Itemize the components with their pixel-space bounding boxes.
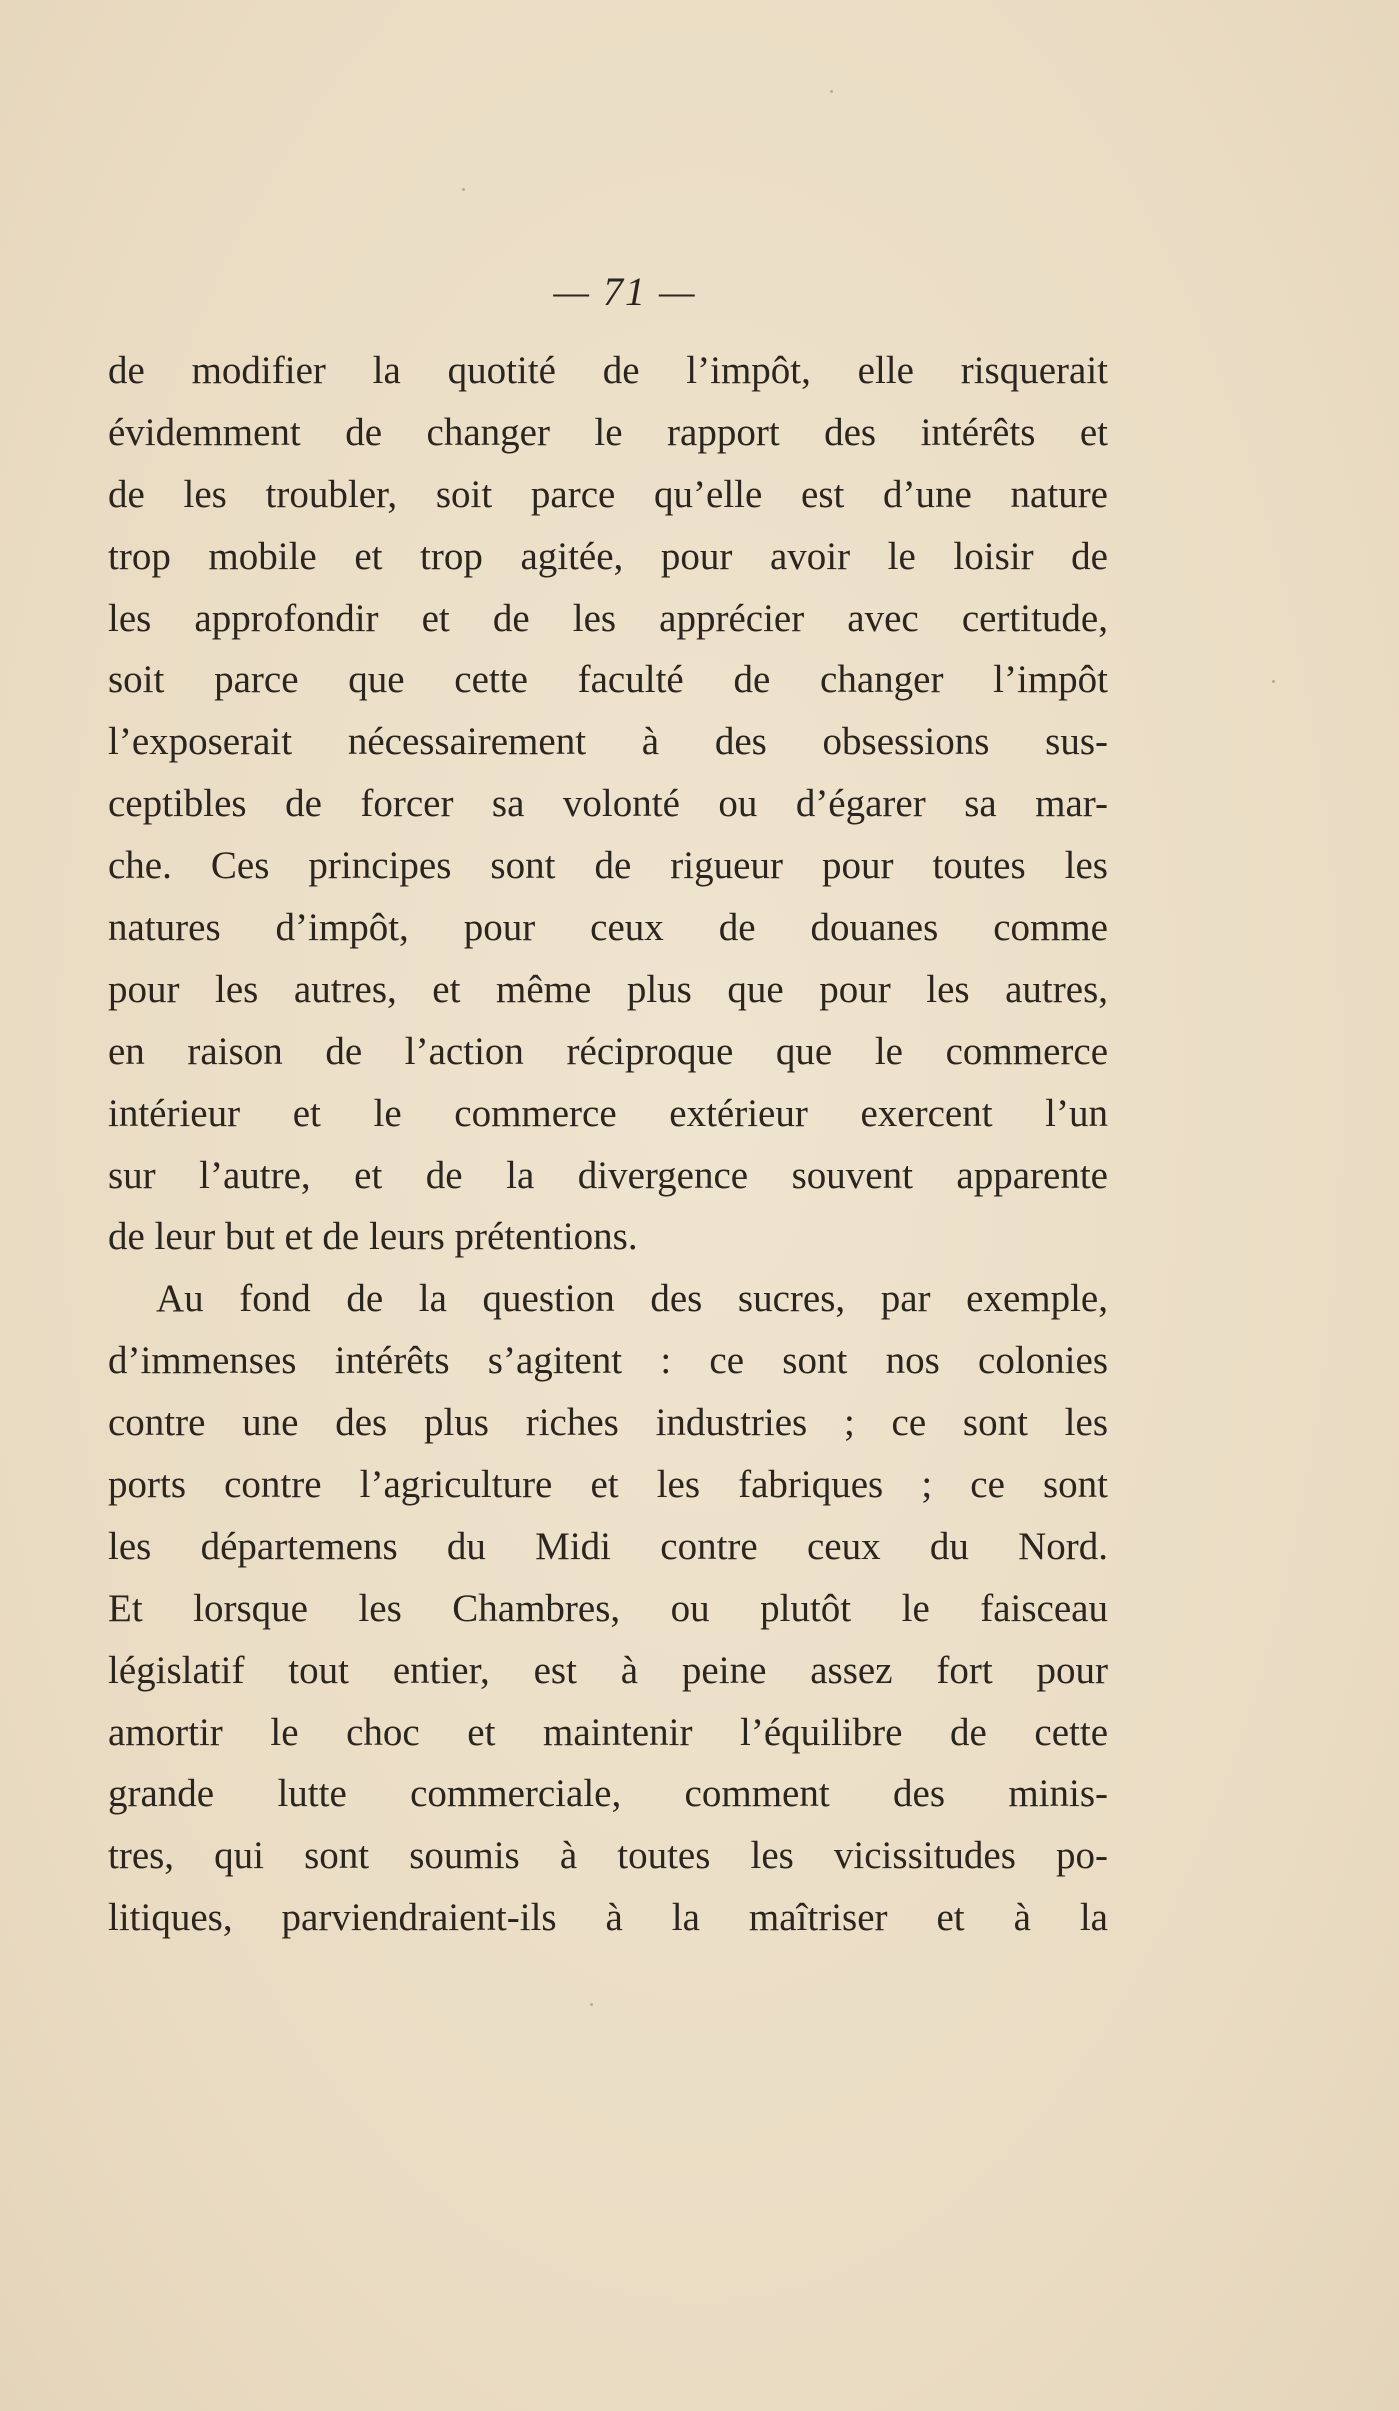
text-line: les départemens du Midi contre ceux du Nord. [108,1524,1108,1568]
text-line: évidemment de changer le rapport des intérêts et [108,410,1108,454]
paper-speck [590,2003,593,2006]
text-line: intérieur et le commerce extérieur exercent l’un [108,1091,1108,1135]
text-line: ports contre l’agriculture et les fabriques ; ce sont [108,1463,1108,1507]
page-number: — 71 — [553,269,697,314]
text-line: litiques, parviendraient-ils à la maîtriser et à la [108,1896,1108,1940]
text-line: amortir le choc et maintenir l’équilibre de cette [108,1710,1108,1754]
text-line: che. Ces principes sont de rigueur pour toutes les [108,844,1108,888]
text-line: contre une des plus riches industries ; ce sont les [108,1401,1108,1445]
paper-speck [1272,680,1275,683]
text-line: trop mobile et trop agitée, pour avoir le loisir de [108,534,1108,578]
text-line: d’immenses intérêts s’agitent : ce sont nos colonies [108,1339,1108,1383]
text-line: Et lorsque les Chambres, ou plutôt le faisceau [108,1586,1108,1630]
text-line: sur l’autre, et de la divergence souvent apparente [108,1153,1108,1197]
text-line: de les troubler, soit parce qu’elle est d’une nature [108,472,1108,516]
text-line: tres, qui sont soumis à toutes les vicissitudes po- [108,1834,1108,1878]
text-line: soit parce que cette faculté de changer l’impôt [108,658,1108,702]
paper-speck [462,188,465,191]
text-line: de modifier la quotité de l’impôt, elle risquerait [108,349,1108,392]
text-line: les approfondir et de les apprécier avec certitude, [108,596,1108,640]
text-line: de leur but et de leurs prétentions. [108,1215,638,1259]
text-line: pour les autres, et même plus que pour les autres, [108,967,1108,1011]
text-line: législatif tout entier, est à peine assez fort pour [108,1648,1108,1692]
text-line: l’exposerait nécessairement à des obsessions sus- [108,720,1108,764]
text-line: ceptibles de forcer sa volonté ou d’égarer sa mar- [108,782,1108,826]
text-line: en raison de l’action réciproque que le commerce [108,1029,1108,1073]
paragraph-start-line: Au fond de la question des sucres, par exemple, [156,1277,1108,1321]
text-line: natures d’impôt, pour ceux de douanes comme [108,906,1108,950]
paper-speck [830,90,833,93]
text-line: grande lutte commerciale, comment des minis- [108,1772,1108,1816]
body-text [108,340,1108,1949]
